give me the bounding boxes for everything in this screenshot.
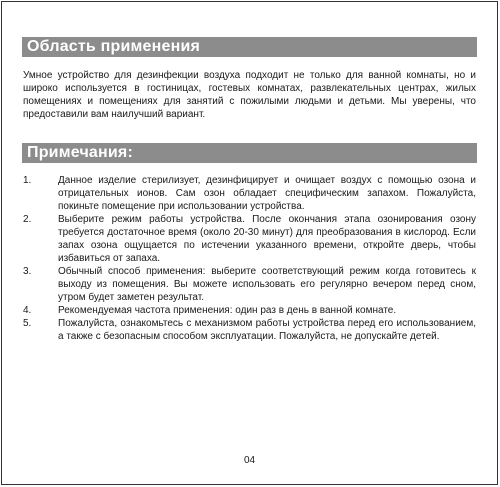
note-item	[23, 213, 476, 265]
note-number: 4.	[23, 305, 32, 316]
document-page	[1, 1, 498, 485]
note-item	[23, 304, 476, 317]
note-number: 5.	[23, 318, 32, 329]
section-header-notes: Примечания:	[22, 143, 477, 163]
note-number: 3.	[23, 266, 32, 277]
note-item	[23, 265, 476, 304]
page-number: 04	[243, 455, 256, 466]
scope-paragraph: Умное устройство для дезинфекции воздуха подходит не только для ванной комнаты, но и широко используется в гостиницах, гостевых комнатах, развлекательных центрах, жилых помещениях и помещениях для занятий с пожилыми людьми и детьми. Мы уверены, что предоставили вам наилучший вариант.	[23, 70, 476, 120]
note-text: Рекомендуемая частота применения: один раз в день в ванной комнате.	[58, 305, 397, 316]
note-text: Данное изделие стерилизует, дезинфицирует и очищает воздух с помощью озона и отрицательных ионов. Сам озон обладает специфическим запахом. Пожалуйста, покиньте помещение при использовании устройства.	[58, 175, 476, 212]
note-text: Пожалуйста, ознакомьтесь с механизмом работы устройства перед его использованием, а также с безопасным способом эксплуатации. Пожалуйста, не допускайте детей.	[58, 318, 476, 342]
section-header-scope: Область применения	[22, 37, 477, 57]
note-text: Выберите режим работы устройства. После окончания этапа озонирования озону требуется достаточное время (около 20-30 минут) для преобразования в кислород. Если запах озона ощущается по истечении указанного времени, откройте дверь, чтобы избавиться от запаха.	[58, 214, 476, 264]
note-number: 2.	[23, 214, 32, 225]
note-item	[23, 317, 476, 343]
note-item	[23, 174, 476, 213]
notes-list	[23, 174, 476, 343]
note-text: Обычный способ применения: выберите соответствующий режим когда готовитесь к выходу из помещения. Вы можете использовать его регулярно вечером перед сном, утром будет заметен результат.	[58, 266, 476, 303]
note-number: 1.	[23, 175, 32, 186]
